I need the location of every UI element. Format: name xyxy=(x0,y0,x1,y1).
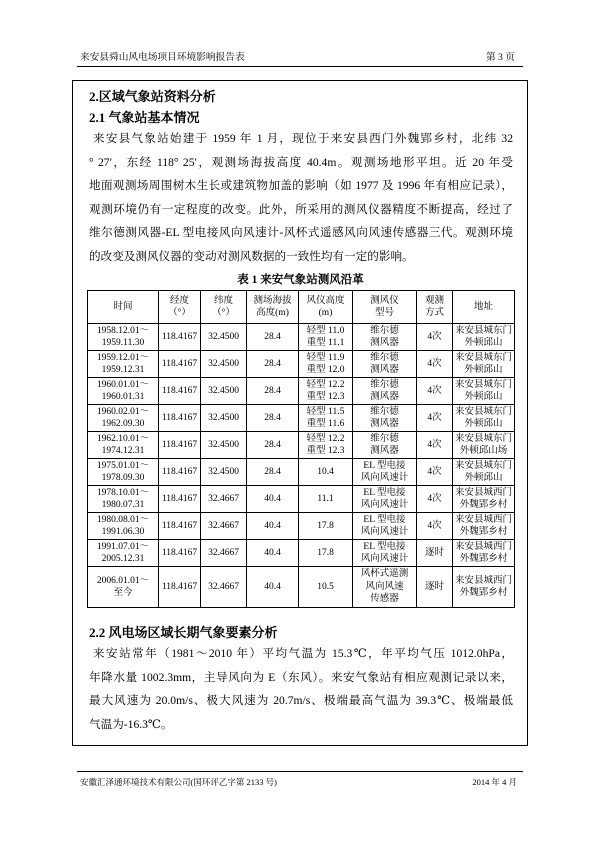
cell-obs-text: 4次 xyxy=(427,439,442,450)
cell-instrument xyxy=(353,432,417,459)
cell-lon xyxy=(159,324,201,351)
cell-period xyxy=(88,432,159,459)
table-caption: 表 1 来安气象站测风沿革 xyxy=(237,274,364,286)
cell-instrument-text: 测风器 xyxy=(370,419,399,429)
cell-lat xyxy=(201,351,247,378)
cell-obs xyxy=(417,405,453,432)
cell-address xyxy=(453,540,515,567)
cell-alt-text: 28.4 xyxy=(264,358,281,369)
cell-address-text: 外魏郢乡村 xyxy=(459,500,508,510)
cell-instrument-text: EL 型电接 xyxy=(363,541,406,552)
col-header-lat xyxy=(201,291,247,324)
col-header-address xyxy=(453,291,515,324)
cell-wind-height-text: 17.8 xyxy=(317,547,334,558)
col-header-obs xyxy=(417,291,453,324)
col-header-obs-text: 方式 xyxy=(424,308,444,318)
cell-wind-height-text: 轻型 11.9 xyxy=(306,352,345,363)
cell-alt-text: 28.4 xyxy=(264,412,281,423)
cell-period xyxy=(88,567,159,608)
cell-wind-height-text: 重型 11.1 xyxy=(306,338,345,348)
paragraph-line: 观测环境仍有一定程度的改变。此外，所采用的测风仪器精度不断提高，经过了 xyxy=(89,202,513,216)
cell-address-text: 外魏郢乡村 xyxy=(459,588,508,598)
cell-instrument xyxy=(353,351,417,378)
header-rule xyxy=(77,66,523,67)
cell-obs xyxy=(417,567,453,608)
cell-address xyxy=(453,324,515,351)
cell-wind-height xyxy=(299,351,353,378)
cell-period-text: 1978.09.30 xyxy=(101,473,145,483)
cell-wind-height xyxy=(299,324,353,351)
footer-date: 2014 年 4 月 xyxy=(472,777,517,787)
cell-address xyxy=(453,351,515,378)
cell-obs xyxy=(417,324,453,351)
table-row xyxy=(88,432,515,459)
cell-wind-height-text: 11.1 xyxy=(317,493,334,504)
cell-lat-text: 32.4500 xyxy=(208,385,239,396)
cell-lon xyxy=(159,540,201,567)
subsection-heading-climate: 2.2 风电场区域长期气象要素分析 xyxy=(89,625,278,640)
cell-lat-text: 32.4667 xyxy=(208,520,239,531)
cell-instrument-text: 维尔德 xyxy=(370,433,399,444)
cell-period xyxy=(88,351,159,378)
cell-instrument xyxy=(353,513,417,540)
cell-lon xyxy=(159,405,201,432)
cell-alt-text: 28.4 xyxy=(264,466,281,477)
col-header-wind-height-text: (m) xyxy=(318,308,333,318)
cell-alt xyxy=(247,567,299,608)
cell-alt-text: 28.4 xyxy=(264,439,281,450)
cell-address-text: 外顿邱山场 xyxy=(459,446,508,456)
cell-alt-text: 28.4 xyxy=(264,385,281,396)
cell-obs-text: 4次 xyxy=(427,331,442,342)
cell-period-text: 1978.10.01～ xyxy=(96,487,150,498)
cell-instrument-text: 传感器 xyxy=(370,594,399,605)
cell-period-text: 1959.11.30 xyxy=(101,338,145,348)
table-row xyxy=(88,459,515,486)
cell-alt xyxy=(247,378,299,405)
cell-alt-text: 40.4 xyxy=(264,581,281,592)
cell-period-text: 2006.01.01～ xyxy=(96,575,150,586)
cell-instrument xyxy=(353,378,417,405)
cell-instrument xyxy=(353,324,417,351)
cell-address-text: 外魏郢乡村 xyxy=(459,554,508,564)
cell-wind-height-text: 重型 12.0 xyxy=(306,365,345,375)
cell-instrument-text: 风向风速计 xyxy=(360,527,409,537)
col-header-address-text: 地址 xyxy=(473,301,493,312)
page-number: 第 3 页 xyxy=(485,52,515,63)
subsection-heading-station: 2.1 气象站基本情况 xyxy=(89,110,200,125)
cell-period-text: 1960.02.01～ xyxy=(96,406,150,417)
cell-address-text: 来安县城西门 xyxy=(454,514,512,525)
cell-lon-text: 118.4167 xyxy=(161,412,198,423)
cell-lon-text: 118.4167 xyxy=(161,331,198,342)
cell-lat-text: 32.4667 xyxy=(208,547,239,558)
cell-obs xyxy=(417,540,453,567)
cell-wind-height xyxy=(299,432,353,459)
cell-wind-height-text: 重型 11.6 xyxy=(306,419,345,429)
cell-address-text: 来安县城西门 xyxy=(454,575,512,586)
running-header-title: 来安县舜山风电场项目环境影响报告表 xyxy=(80,52,245,63)
col-header-wind-height xyxy=(299,291,353,324)
cell-period-text: 1991.07.01～ xyxy=(96,541,150,552)
cell-instrument xyxy=(353,540,417,567)
cell-lon xyxy=(159,351,201,378)
cell-obs-text: 4次 xyxy=(427,520,442,531)
cell-wind-height xyxy=(299,513,353,540)
table-row xyxy=(88,540,515,567)
cell-period-text: 1980.08.01～ xyxy=(96,514,150,525)
cell-obs xyxy=(417,486,453,513)
wind-history-table xyxy=(87,290,515,608)
cell-lon-text: 118.4167 xyxy=(161,466,198,477)
cell-alt xyxy=(247,432,299,459)
cell-instrument-text: 维尔德 xyxy=(370,352,399,363)
cell-alt xyxy=(247,405,299,432)
cell-instrument xyxy=(353,486,417,513)
cell-obs xyxy=(417,513,453,540)
col-header-alt-text: 高度(m) xyxy=(256,308,289,318)
cell-wind-height xyxy=(299,405,353,432)
cell-address-text: 来安县城东门 xyxy=(454,460,512,471)
cell-lat xyxy=(201,513,247,540)
cell-alt-text: 40.4 xyxy=(264,520,281,531)
cell-lat xyxy=(201,432,247,459)
cell-period xyxy=(88,513,159,540)
cell-instrument-text: 测风器 xyxy=(370,446,399,456)
cell-instrument-text: 维尔德 xyxy=(370,406,399,417)
paragraph-line: 的改变及测风仪器的变动对测风数据的一致性均有一定的影响。 xyxy=(89,249,414,263)
cell-lon xyxy=(159,486,201,513)
cell-wind-height-text: 轻型 12.2 xyxy=(306,433,345,444)
col-header-lon-text: 经度 xyxy=(169,295,189,306)
cell-wind-height-text: 17.8 xyxy=(317,520,334,531)
cell-instrument-text: EL 型电接 xyxy=(363,514,406,525)
cell-instrument-text: 测风器 xyxy=(370,338,399,348)
cell-address-text: 外顿邱山 xyxy=(464,392,503,402)
cell-instrument-text: 风向风速计 xyxy=(360,500,409,510)
paragraph-line: ° 27′，东经 118° 25′，观测场海拔高度 40.4m。观测场地形平坦。近 20 年受 xyxy=(89,155,513,169)
cell-address-text: 外顿邱山 xyxy=(464,338,503,348)
table-row xyxy=(88,351,515,378)
cell-alt-text: 28.4 xyxy=(264,331,281,342)
col-header-obs-text: 观测 xyxy=(424,295,444,306)
cell-alt xyxy=(247,459,299,486)
cell-instrument xyxy=(353,459,417,486)
cell-lat-text: 32.4500 xyxy=(208,439,239,450)
cell-obs-text: 4次 xyxy=(427,412,442,423)
cell-lat xyxy=(201,324,247,351)
cell-lon-text: 118.4167 xyxy=(161,581,198,592)
cell-address-text: 来安县城西门 xyxy=(454,487,512,498)
cell-obs-text: 4次 xyxy=(427,385,442,396)
cell-period xyxy=(88,486,159,513)
section-heading: 2.区域气象站资料分析 xyxy=(89,89,216,104)
col-header-instrument xyxy=(353,291,417,324)
cell-obs-text: 逐时 xyxy=(424,547,444,558)
cell-alt xyxy=(247,486,299,513)
cell-address-text: 来安县城东门 xyxy=(454,433,512,444)
cell-alt xyxy=(247,351,299,378)
col-header-alt-text: 测场海拔 xyxy=(253,295,292,306)
cell-lon-text: 118.4167 xyxy=(161,520,198,531)
station-paragraph xyxy=(89,127,513,268)
cell-instrument-text: 测风器 xyxy=(370,365,399,375)
cell-lat-text: 32.4500 xyxy=(208,412,239,423)
cell-alt-text: 40.4 xyxy=(264,547,281,558)
cell-address xyxy=(453,378,515,405)
cell-lon-text: 118.4167 xyxy=(161,493,198,504)
col-header-instrument-text: 型号 xyxy=(374,308,394,318)
cell-period-text: 1962.09.30 xyxy=(101,419,145,429)
table-row xyxy=(88,486,515,513)
cell-address-text: 来安县城东门 xyxy=(454,325,512,336)
cell-obs xyxy=(417,432,453,459)
col-header-period xyxy=(88,291,159,324)
cell-address-text: 外顿邱山 xyxy=(464,473,503,483)
cell-obs-text: 4次 xyxy=(427,493,442,504)
cell-obs-text: 4次 xyxy=(427,466,442,477)
paragraph-line: 来安站常年（1981～2010 年）平均气温为 15.3℃，年平均气压 1012.0hPa， xyxy=(93,647,513,660)
cell-address-text: 来安县城西门 xyxy=(454,541,512,552)
cell-period-text: 1991.06.30 xyxy=(101,527,145,537)
paragraph-line: 最大风速为 20.0m/s、极大风速为 20.7m/s、极端最高气温为 39.3℃、极端最低 xyxy=(89,694,513,707)
cell-period xyxy=(88,540,159,567)
cell-address xyxy=(453,513,515,540)
cell-period-text: 1960.01.01～ xyxy=(96,379,150,390)
cell-lon-text: 118.4167 xyxy=(161,358,198,369)
paragraph-line: 地面观测场周围树木生长或建筑物加盖的影响（如 1977 及 1996 年有相应记录）， xyxy=(89,179,513,192)
col-header-alt xyxy=(247,291,299,324)
cell-wind-height xyxy=(299,459,353,486)
cell-obs-text: 逐时 xyxy=(424,581,444,592)
cell-address xyxy=(453,567,515,608)
cell-alt xyxy=(247,540,299,567)
cell-lat-text: 32.4500 xyxy=(208,331,239,342)
cell-instrument xyxy=(353,405,417,432)
cell-lon xyxy=(159,432,201,459)
cell-wind-height-text: 重型 12.3 xyxy=(306,446,345,456)
cell-obs-text: 4次 xyxy=(427,358,442,369)
col-header-lon xyxy=(159,291,201,324)
cell-period-text: 1959.12.31 xyxy=(101,365,145,375)
col-header-lat-text: （°） xyxy=(212,308,235,318)
cell-alt xyxy=(247,513,299,540)
cell-address-text: 外顿邱山 xyxy=(464,419,503,429)
col-header-lat-text: 纬度 xyxy=(213,295,233,306)
cell-address-text: 外顿邱山 xyxy=(464,365,503,375)
cell-address-text: 来安县城东门 xyxy=(454,352,512,363)
cell-lat xyxy=(201,540,247,567)
cell-alt-text: 40.4 xyxy=(264,493,281,504)
climate-paragraph xyxy=(89,642,513,736)
cell-period-text: 1959.12.01～ xyxy=(96,352,150,363)
cell-instrument-text: 风向风速计 xyxy=(360,473,409,483)
cell-address-text: 来安县城东门 xyxy=(454,406,512,417)
cell-wind-height-text: 10.4 xyxy=(317,466,334,477)
cell-wind-height xyxy=(299,486,353,513)
cell-instrument-text: 测风器 xyxy=(370,392,399,402)
cell-lat-text: 32.4667 xyxy=(208,493,239,504)
footer-rule xyxy=(77,771,523,772)
table-row xyxy=(88,405,515,432)
cell-address xyxy=(453,486,515,513)
cell-period-text: 1980.07.31 xyxy=(101,500,145,510)
table-row xyxy=(88,324,515,351)
cell-instrument xyxy=(353,567,417,608)
paragraph-line: 年降水量 1002.3mm，主导风向为 E（东风）。来安气象站有相应观测记录以来， xyxy=(89,670,513,684)
cell-address-text: 外魏郢乡村 xyxy=(459,527,508,537)
cell-address xyxy=(453,405,515,432)
col-header-lon-text: （°） xyxy=(168,308,191,318)
cell-lon-text: 118.4167 xyxy=(161,385,198,396)
cell-period-text: 1974.12.31 xyxy=(101,446,145,456)
cell-period-text: 1962.10.01～ xyxy=(96,433,150,444)
cell-period-text: 1975.01.01～ xyxy=(96,460,150,471)
cell-instrument-text: 风向风速 xyxy=(365,581,404,592)
cell-wind-height-text: 轻型 11.0 xyxy=(306,325,345,336)
cell-instrument-text: 风杯式遥测 xyxy=(360,569,409,580)
cell-period xyxy=(88,459,159,486)
table-body xyxy=(88,291,515,608)
cell-lat xyxy=(201,378,247,405)
cell-address-text: 来安县城东门 xyxy=(454,379,512,390)
cell-lat xyxy=(201,486,247,513)
paragraph-line: 来安县气象站始建于 1959 年 1 月，现位于来安县西门外魏郢乡村，北纬 32 xyxy=(93,132,513,145)
cell-wind-height xyxy=(299,540,353,567)
cell-obs xyxy=(417,351,453,378)
cell-lat-text: 32.4500 xyxy=(208,466,239,477)
cell-instrument-text: EL 型电接 xyxy=(363,487,406,498)
col-header-wind-height-text: 风仪高度 xyxy=(306,295,345,306)
cell-address xyxy=(453,459,515,486)
table-row xyxy=(88,378,515,405)
table-row xyxy=(88,567,515,608)
cell-wind-height-text: 重型 12.3 xyxy=(306,392,345,402)
cell-lat-text: 32.4500 xyxy=(208,358,239,369)
cell-period-text: 至今 xyxy=(113,588,133,598)
col-header-period-text: 时间 xyxy=(113,301,133,312)
cell-period xyxy=(88,405,159,432)
cell-instrument-text: 风向风速计 xyxy=(360,554,409,564)
paragraph-line: 维尔德测风器-EL 型电接风向风速计-风杯式遥感风向风速传感器三代。观测环境 xyxy=(89,226,513,239)
cell-lat xyxy=(201,567,247,608)
cell-lon-text: 118.4167 xyxy=(161,439,198,450)
cell-address xyxy=(453,432,515,459)
table-header-row xyxy=(88,291,515,324)
paragraph-line: 气温为-16.3℃。 xyxy=(89,717,173,731)
cell-wind-height xyxy=(299,567,353,608)
footer-company: 安徽汇泽通环境技术有限公司(国环评乙字第 2133 号) xyxy=(80,777,277,787)
cell-lon xyxy=(159,567,201,608)
cell-lon xyxy=(159,513,201,540)
cell-wind-height xyxy=(299,378,353,405)
cell-wind-height-text: 轻型 12.2 xyxy=(306,379,345,390)
cell-wind-height-text: 轻型 11.5 xyxy=(306,406,345,417)
cell-period xyxy=(88,324,159,351)
cell-lat-text: 32.4667 xyxy=(208,581,239,592)
cell-lon-text: 118.4167 xyxy=(161,547,198,558)
col-header-instrument-text: 测风仪 xyxy=(370,295,399,306)
cell-instrument-text: 维尔德 xyxy=(370,325,399,336)
cell-lat xyxy=(201,405,247,432)
table-row xyxy=(88,513,515,540)
cell-wind-height-text: 10.5 xyxy=(317,581,334,592)
cell-lon xyxy=(159,459,201,486)
cell-alt xyxy=(247,324,299,351)
cell-obs xyxy=(417,459,453,486)
cell-period-text: 1960.01.31 xyxy=(101,392,145,402)
cell-period xyxy=(88,378,159,405)
cell-instrument-text: EL 型电接 xyxy=(363,460,406,471)
cell-period-text: 1958.12.01～ xyxy=(96,325,150,336)
cell-period-text: 2005.12.31 xyxy=(101,554,145,564)
cell-obs xyxy=(417,378,453,405)
cell-lat xyxy=(201,459,247,486)
cell-lon xyxy=(159,378,201,405)
cell-instrument-text: 维尔德 xyxy=(370,379,399,390)
